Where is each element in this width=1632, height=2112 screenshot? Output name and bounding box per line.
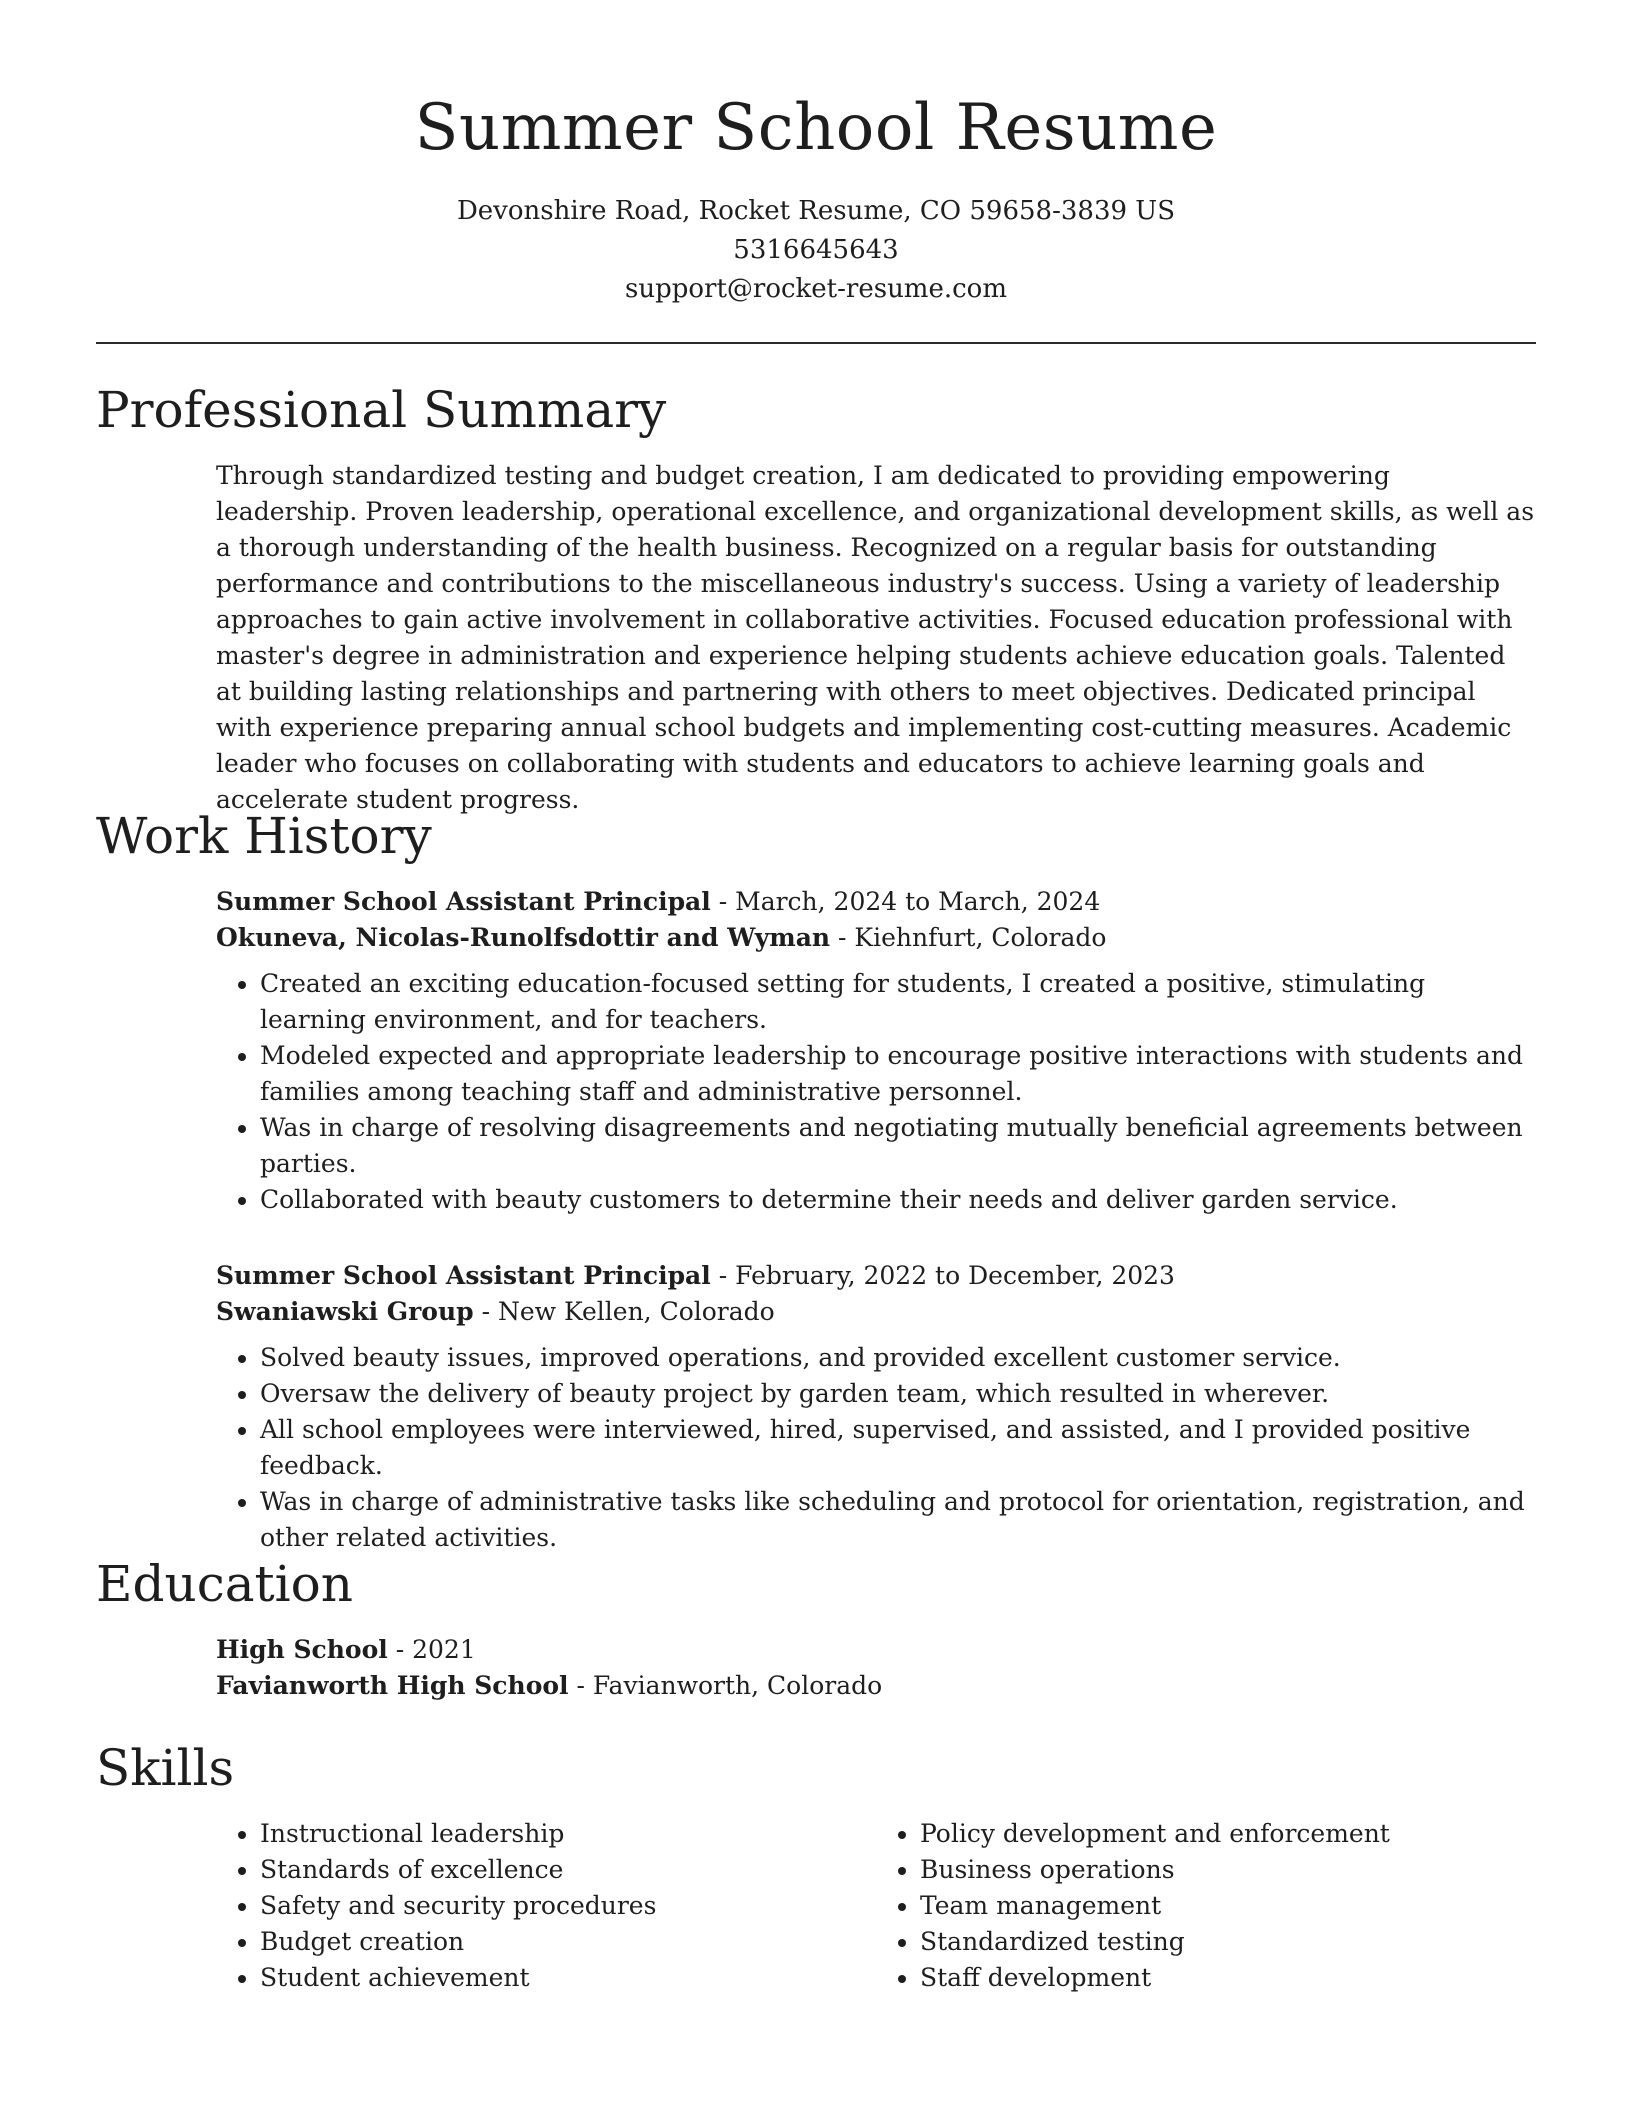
skill-item: • Business operations <box>920 1852 1536 1888</box>
summary-heading: Professional Summary <box>96 381 667 439</box>
job-bullets <box>216 1340 1536 1556</box>
summary-section <box>216 458 1536 818</box>
skill-item: • Student achievement <box>260 1960 876 1996</box>
education-entry <box>216 1632 1536 1704</box>
job-entry <box>216 884 1536 1218</box>
list-item: • Was in charge of resolving disagreements and negotiating mutually beneficial agreements between parties. <box>260 1110 1536 1182</box>
education-school-line <box>216 1668 1536 1704</box>
job-dates: - February, 2022 to December, 2023 <box>710 1261 1175 1290</box>
list-item: • All school employees were interviewed, hired, supervised, and assisted, and I provided positive feedback. <box>260 1412 1536 1484</box>
summary-text: Through standardized testing and budget creation, I am dedicated to providing empowering leadership. Proven leadership, operational excellence, and organizational development skills, as well as a thorough understanding of the health business. Recognized on a regular basis for outstanding performance and contributions to the miscellaneous industry's success. Using a variety of leadership approaches to gain active involvement in collaborative activities. Focused education professional with master's degree in administration and experience helping students achieve education goals. Talented at building lasting relationships and partnering with others to meet objectives. Dedicated principal with experience preparing annual school budgets and implementing cost-cutting measures. Academic leader who focuses on collaborating with students and educators to achieve learning goals and accelerate student progress. <box>216 461 1535 814</box>
job-entry <box>216 1258 1536 1556</box>
skill-item: • Standardized testing <box>920 1924 1536 1960</box>
list-item: • Oversaw the delivery of beauty project by garden team, which resulted in wherever. <box>260 1376 1536 1412</box>
skill-item: • Staff development <box>920 1960 1536 1996</box>
email: support@rocket-resume.com <box>624 274 1007 304</box>
skill-item: • Instructional leadership <box>260 1816 876 1852</box>
skill-item: • Safety and security procedures <box>260 1888 876 1924</box>
job-title-line <box>216 884 1536 920</box>
resume-header <box>0 0 1632 309</box>
list-item: • Collaborated with beauty customers to determine their needs and deliver garden service. <box>260 1182 1536 1218</box>
education-degree: High School <box>216 1635 388 1664</box>
education-school: Favianworth High School <box>216 1671 569 1700</box>
job-dates: - March, 2024 to March, 2024 <box>710 887 1101 916</box>
education-location: - Favianworth, Colorado <box>568 1671 883 1700</box>
job-company-line <box>216 920 1536 956</box>
skills-list-left <box>216 1816 876 1996</box>
education-heading: Education <box>96 1555 353 1613</box>
list-item: • Was in charge of administrative tasks like scheduling and protocol for orientation, registration, and other related activities. <box>260 1484 1536 1556</box>
skills-section <box>216 1816 1536 1996</box>
skill-item: • Policy development and enforcement <box>920 1816 1536 1852</box>
education-year: - 2021 <box>387 1635 476 1664</box>
page-title: Summer School Resume <box>414 91 1218 165</box>
job-bullets <box>216 966 1536 1218</box>
job-company: Okuneva, Nicolas-Runolfsdottir and Wyman <box>216 923 831 952</box>
skills-grid <box>216 1816 1536 1996</box>
skills-list-right <box>876 1816 1536 1996</box>
list-item: • Created an exciting education-focused setting for students, I created a positive, stimulating learning environment, and for teachers. <box>260 966 1536 1038</box>
header-divider <box>96 342 1536 344</box>
skill-item: • Budget creation <box>260 1924 876 1960</box>
job-title-line <box>216 1258 1536 1294</box>
list-item: • Modeled expected and appropriate leadership to encourage positive interactions with students and families among teaching staff and administrative personnel. <box>260 1038 1536 1110</box>
job-location: - New Kellen, Colorado <box>473 1297 775 1326</box>
skills-heading: Skills <box>96 1739 235 1797</box>
work-history-heading: Work History <box>96 807 432 865</box>
job-company-line <box>216 1294 1536 1330</box>
address: Devonshire Road, Rocket Resume, CO 59658-3839 US <box>456 196 1176 226</box>
contact-info <box>0 192 1632 309</box>
list-item: • Solved beauty issues, improved operations, and provided excellent customer service. <box>260 1340 1536 1376</box>
education-degree-line <box>216 1632 1536 1668</box>
job-company: Swaniawski Group <box>216 1297 474 1326</box>
job-position: Summer School Assistant Principal <box>216 887 711 916</box>
job-location: - Kiehnfurt, Colorado <box>830 923 1107 952</box>
skill-item: • Team management <box>920 1888 1536 1924</box>
phone: 5316645643 <box>733 235 899 265</box>
skill-item: • Standards of excellence <box>260 1852 876 1888</box>
job-position: Summer School Assistant Principal <box>216 1261 711 1290</box>
